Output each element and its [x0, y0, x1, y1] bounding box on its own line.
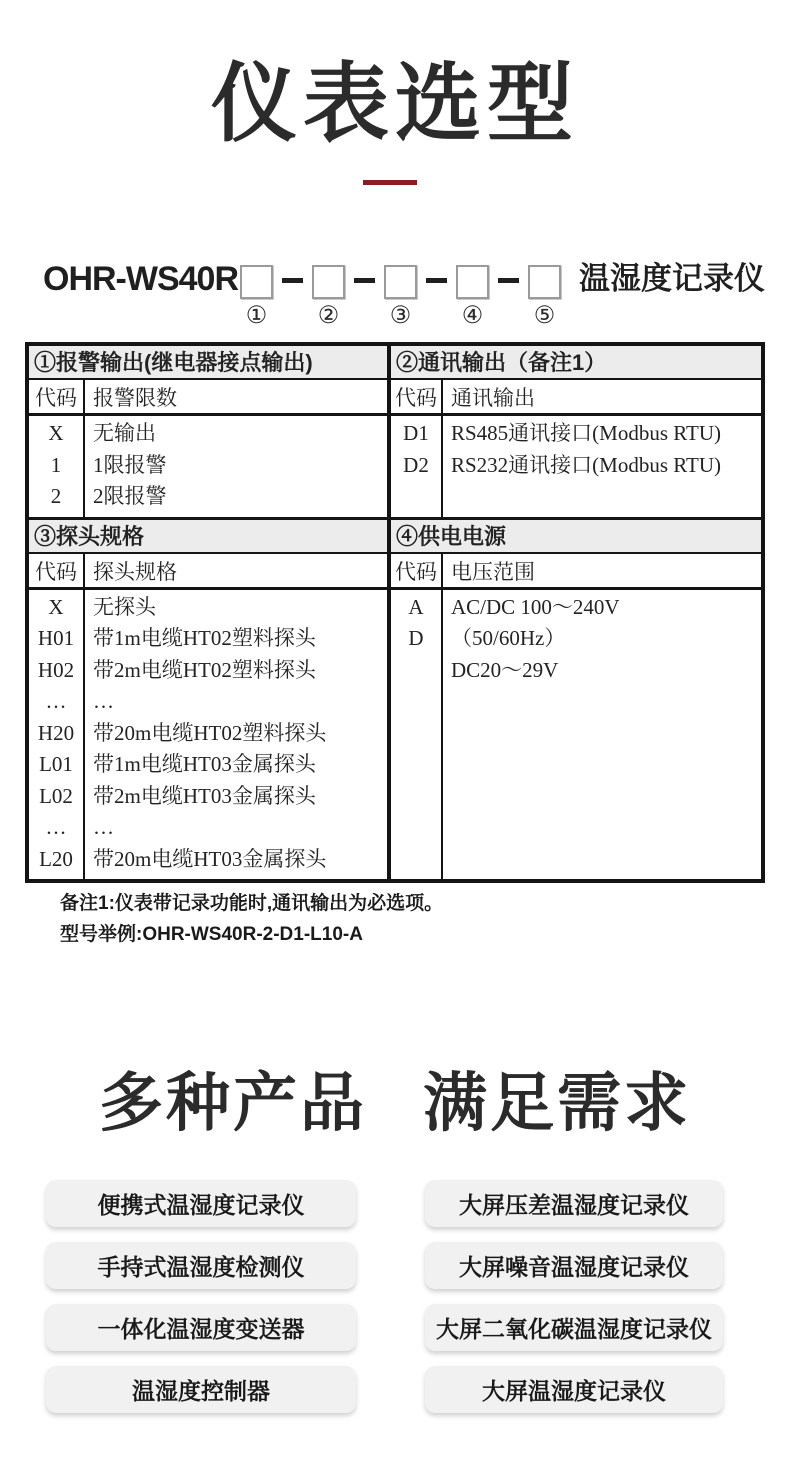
section1-colheads — [29, 380, 761, 416]
probe-desc-column — [85, 590, 391, 880]
table-cell: 带2m电缆HT03金属探头 — [93, 783, 316, 808]
dash-separator — [498, 278, 519, 283]
product-link-bigscreen-pressure-recorder[interactable]: 大屏压差温湿度记录仪 — [425, 1180, 723, 1227]
model-slot-5 — [528, 260, 561, 329]
product-link-bigscreen-recorder[interactable]: 大屏温湿度记录仪 — [425, 1366, 723, 1413]
table-cell: （50/60Hz） — [451, 626, 566, 650]
product-link-integrated-transmitter[interactable]: 一体化温湿度变送器 — [46, 1304, 356, 1351]
col-header-code: 代码 — [29, 554, 85, 590]
col-header-code: 代码 — [391, 554, 443, 590]
table-cell: 无输出 — [93, 421, 156, 445]
col-header-comm-output: 通讯输出 — [443, 380, 761, 416]
table-cell: 带1m电缆HT02塑料探头 — [93, 626, 316, 650]
table-cell: L02 — [39, 783, 73, 808]
model-position-1: ① — [245, 302, 268, 329]
table-cell: … — [45, 689, 67, 713]
products-left-column — [46, 1180, 356, 1413]
col-header-code: 代码 — [29, 380, 85, 416]
table-cell: RS485通讯接口(Modbus RTU) — [451, 421, 722, 445]
model-prefix: OHR-WS40R — [43, 260, 239, 298]
table-cell: H01 — [37, 626, 75, 650]
model-box-3 — [384, 265, 417, 299]
section1-data — [29, 416, 761, 520]
dash-separator — [282, 278, 303, 283]
table-cell: 带20m电缆HT02塑料探头 — [93, 720, 327, 745]
model-position-4: ④ — [461, 302, 484, 329]
col-header-alarm-limits: 报警限数 — [85, 380, 391, 416]
table-cell: RS232通讯接口(Modbus RTU) — [451, 452, 722, 477]
section1-title-row — [29, 346, 761, 380]
product-link-portable-recorder[interactable]: 便携式温湿度记录仪 — [46, 1180, 356, 1227]
table-cell: … — [93, 815, 114, 839]
note-2: 型号举例:OHR-WS40R-2-D1-L10-A — [60, 924, 363, 945]
table-cell: AC/DC 100～240V — [451, 594, 620, 619]
power-desc-column — [443, 590, 761, 880]
model-box-5 — [528, 265, 561, 299]
alarm-output-header: ①报警输出(继电器接点输出) — [29, 346, 391, 380]
model-slot-4 — [456, 260, 489, 329]
model-slot-2 — [312, 260, 345, 329]
table-cell: 带2m电缆HT02塑料探头 — [93, 657, 316, 682]
table-cell: DC20～29V — [451, 657, 559, 682]
product-link-controller[interactable]: 温湿度控制器 — [46, 1366, 356, 1413]
model-suffix: 温湿度记录仪 — [579, 261, 766, 296]
power-code-column — [391, 590, 443, 880]
table-cell: H02 — [37, 657, 75, 682]
comm-output-header: ②通讯输出（备注1） — [391, 346, 761, 380]
products-heading-part1: 多种产品 — [99, 1067, 367, 1139]
model-position-3: ③ — [389, 302, 412, 329]
alarm-code-column — [29, 416, 85, 517]
table-cell: 1 — [50, 452, 62, 477]
product-link-bigscreen-noise-recorder[interactable]: 大屏噪音温湿度记录仪 — [425, 1242, 723, 1289]
model-slot-1 — [240, 260, 273, 329]
table-cell: L20 — [39, 846, 73, 871]
dash-separator — [426, 278, 447, 283]
products-right-column — [425, 1180, 723, 1413]
col-header-voltage-range: 电压范围 — [443, 554, 761, 590]
title-underline — [363, 180, 417, 185]
selection-table — [25, 342, 765, 883]
table-cell: X — [48, 594, 64, 619]
products-heading — [0, 1052, 790, 1144]
table-cell: 无探头 — [93, 594, 156, 619]
table-cell: H20 — [37, 720, 75, 745]
table-cell: 1限报警 — [93, 452, 167, 477]
probe-code-column — [29, 590, 85, 880]
table-cell: L01 — [39, 752, 73, 776]
table-cell: A — [408, 594, 424, 619]
section2-colheads — [29, 554, 761, 590]
product-link-handheld-detector[interactable]: 手持式温湿度检测仪 — [46, 1242, 356, 1289]
products-heading-part2: 满足需求 — [423, 1067, 691, 1139]
comm-desc-column — [443, 416, 761, 517]
note-1: 备注1:仪表带记录功能时,通讯输出为必选项。 — [60, 893, 444, 914]
model-position-5: ⑤ — [533, 302, 556, 329]
table-cell: D — [408, 626, 424, 650]
table-cell: … — [45, 815, 67, 839]
table-cell: 带1m电缆HT03金属探头 — [93, 752, 316, 776]
model-code-line — [43, 260, 765, 329]
table-cell: 2 — [50, 484, 62, 508]
model-slot-3 — [384, 260, 417, 329]
table-cell: D1 — [403, 421, 429, 445]
model-box-2 — [312, 265, 345, 299]
model-box-1 — [240, 265, 273, 299]
comm-code-column — [391, 416, 443, 517]
table-cell: X — [48, 421, 64, 445]
table-cell: 2限报警 — [93, 484, 167, 508]
page-title: 仪表选型 — [211, 56, 579, 152]
power-supply-header: ④供电电源 — [391, 520, 761, 554]
probe-spec-header: ③探头规格 — [29, 520, 391, 554]
model-position-2: ② — [317, 302, 340, 329]
section2-data — [29, 590, 761, 880]
table-cell: … — [93, 689, 114, 713]
col-header-code: 代码 — [391, 380, 443, 416]
notes-block — [60, 888, 443, 950]
product-link-bigscreen-co2-recorder[interactable]: 大屏二氧化碳温湿度记录仪 — [425, 1304, 723, 1351]
table-cell: 带20m电缆HT03金属探头 — [93, 846, 327, 871]
alarm-desc-column — [85, 416, 391, 517]
table-cell: D2 — [403, 452, 429, 477]
model-box-4 — [456, 265, 489, 299]
section2-title-row — [29, 520, 761, 554]
dash-separator — [354, 278, 375, 283]
col-header-probe-spec: 探头规格 — [85, 554, 391, 590]
